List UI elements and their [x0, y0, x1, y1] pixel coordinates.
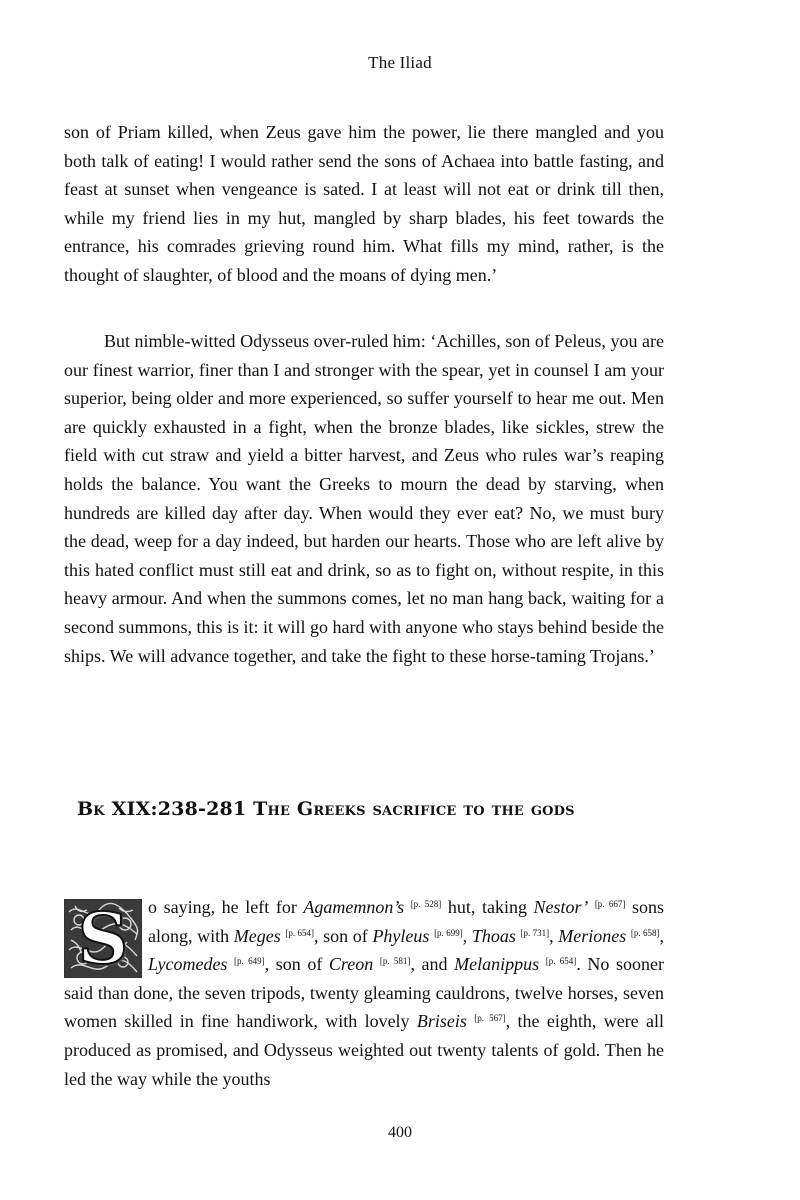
section-paragraph [64, 893, 664, 1093]
body-text: , son of [264, 954, 329, 975]
name-meriones: Meriones [558, 925, 627, 946]
name-lycomedes: Lycomedes [148, 954, 228, 975]
name-melanippus: Melanippus [454, 954, 540, 975]
name-briseis: Briseis [416, 1011, 467, 1032]
page-ref: [p. 699] [434, 927, 463, 938]
name-nestor: Nestor’ [533, 897, 589, 917]
body-text: o saying, he left for [148, 897, 304, 917]
page-ref: [p. 528] [410, 899, 442, 909]
page-ref: [p. 649] [234, 956, 265, 967]
text-block-continuation [64, 118, 664, 290]
page-ref: [p. 658] [630, 927, 660, 938]
body-text: , the eighth, were all produced as promised, and Odysseus weighted out twenty talents of gold. Then he led the way while the youths [64, 1011, 665, 1089]
name-thoas: Thoas [471, 925, 516, 946]
page-ref: [p. 581] [379, 956, 411, 967]
name-meges: Meges [233, 925, 281, 946]
section-heading: Bk XIX:238-281 The Greeks sacrifice to the gods [77, 798, 575, 820]
page-ref: [p. 667] [594, 899, 626, 909]
body-text: sons along, with [148, 897, 665, 946]
body-text: , [462, 925, 472, 946]
body-text: , and [410, 954, 455, 975]
paragraph: son of Priam killed, when Zeus gave him the power, lie there mangled and you both talk of eating! I would rather send the sons of Achaea into battle fasting, and feast at sunset when vengeance is sated. I at least will not eat or drink till then, while my friend lies in my hut, mangled by sharp blades, his feet towards the entrance, his comrades grieving round him. What fills my mind, rather, is the thought of slaughter, of blood and the moans of dying men.’ [64, 122, 664, 285]
paragraph: But nimble-witted Odysseus over-ruled him: ‘Achilles, son of Peleus, you are our finest warrior, finer than I and stronger with the spear, yet in counsel I am your superior, being older and more experienced, so suffer yourself to hear me out. Men are quickly exhausted in a fight, when the bronze blades, like sickles, strew the field with cut straw and yield a bitter harvest, and Zeus who rules war’s reaping holds the balance. You want the Greeks to mourn the dead by starving, when hundreds are killed day after day. When would they ever eat? No, we must bury the dead, weep for a day indeed, but harden our hearts. Those who are left alive by this hated conflict must still eat and drink, so as to fight on, without respite, in this heavy armour. And when the summons comes, let no man hang back, waiting for a second summons, this is it: it will go hard with anyone who stays behind beside the ships. We will advance together, and take the fight to these horse-taming Trojans.’ [64, 331, 664, 666]
name-phyleus: Phyleus [372, 925, 430, 946]
page-ref: [p. 731] [520, 927, 550, 938]
body-text: , [549, 925, 559, 946]
page-number: 400 [388, 1124, 412, 1141]
name-agamemnon: Agamemnon’s [303, 897, 405, 917]
body-text: , son of [314, 925, 373, 946]
drop-cap-ornament [64, 899, 142, 978]
name-creon: Creon [328, 954, 374, 975]
page-ref: [p. 654] [285, 927, 315, 938]
page-ref: [p. 654] [545, 956, 577, 967]
body-text: . No sooner said than done, the seven tripods, twenty gleaming cauldrons, twelve horses, seven women skilled in fine handiwork, with lovely [64, 954, 664, 1032]
text-block-section-opening [64, 893, 664, 1093]
page-ref: [p. 567] [474, 1013, 506, 1024]
running-title: The Iliad [368, 53, 432, 72]
drop-cap-letter: S [77, 899, 129, 978]
text-block-odysseus-speech [64, 327, 664, 670]
body-text: hut, taking [441, 897, 534, 917]
body-text: , [659, 925, 665, 946]
